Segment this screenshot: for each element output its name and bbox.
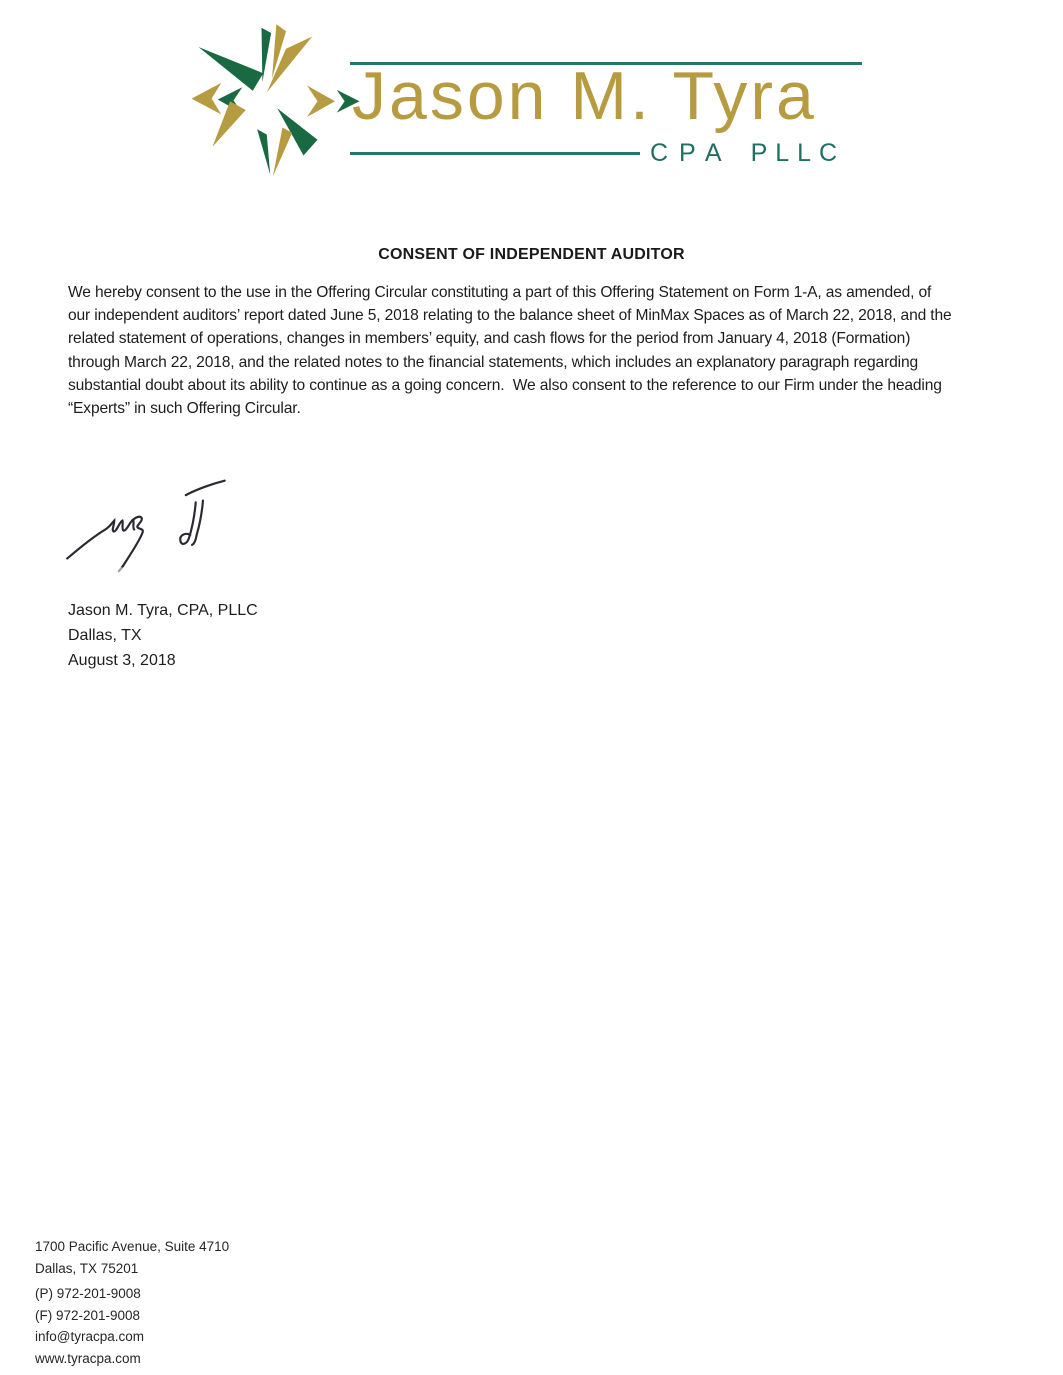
footer-address-line2: Dallas, TX 75201	[35, 1260, 139, 1276]
signer-name: Jason M. Tyra, CPA, PLLC	[68, 602, 258, 619]
footer-phone: (P) 972-201-9008	[35, 1286, 141, 1301]
signer-date: August 3, 2018	[68, 652, 176, 669]
body-line: through March 22, 2018, and the related notes to the financial statements, which includes an explanatory paragraph regarding	[68, 353, 919, 371]
brand-pllc-label: PLLC	[750, 138, 846, 167]
signer-block	[68, 598, 258, 673]
brand-name: Jason M. Tyra	[352, 58, 817, 134]
body-line: substantial doubt about its ability to continue as a going concern. We also consent to the reference to our Firm under the heading	[68, 376, 942, 394]
signature-image	[60, 474, 250, 576]
letter-body	[68, 281, 952, 420]
footer-fax: (F) 972-201-9008	[35, 1307, 141, 1323]
brand-cpa-label: CPA	[650, 138, 733, 167]
wordmark-bottom-rule	[350, 152, 640, 155]
letter-title: CONSENT OF INDEPENDENT AUDITOR	[378, 245, 685, 263]
body-line: “Experts” in such Offering Circular.	[68, 400, 301, 418]
compass-star-icon	[188, 24, 363, 182]
footer-website: www.tyracpa.com	[35, 1350, 141, 1366]
footer-email: info@tyracpa.com	[35, 1329, 144, 1344]
letterhead	[0, 0, 1063, 200]
body-line: related statement of operations, changes in members’ equity, and cash flows for the period from January 4, 2018 (Formation)	[68, 330, 911, 348]
body-line: We hereby consent to the use in the Offering Circular constituting a part of this Offering Statement on Form 1-A, as amended, of	[68, 284, 932, 301]
brand-wordmark	[348, 56, 866, 174]
signer-location: Dallas, TX	[68, 627, 142, 644]
footer-address-line1: 1700 Pacific Avenue, Suite 4710	[35, 1239, 230, 1254]
contact-footer	[35, 1236, 229, 1369]
brand-designation-row	[350, 138, 866, 168]
body-line: our independent auditors’ report dated June 5, 2018 relating to the balance sheet of MinMax Spaces as of March 22, 2018, and the	[68, 307, 952, 325]
